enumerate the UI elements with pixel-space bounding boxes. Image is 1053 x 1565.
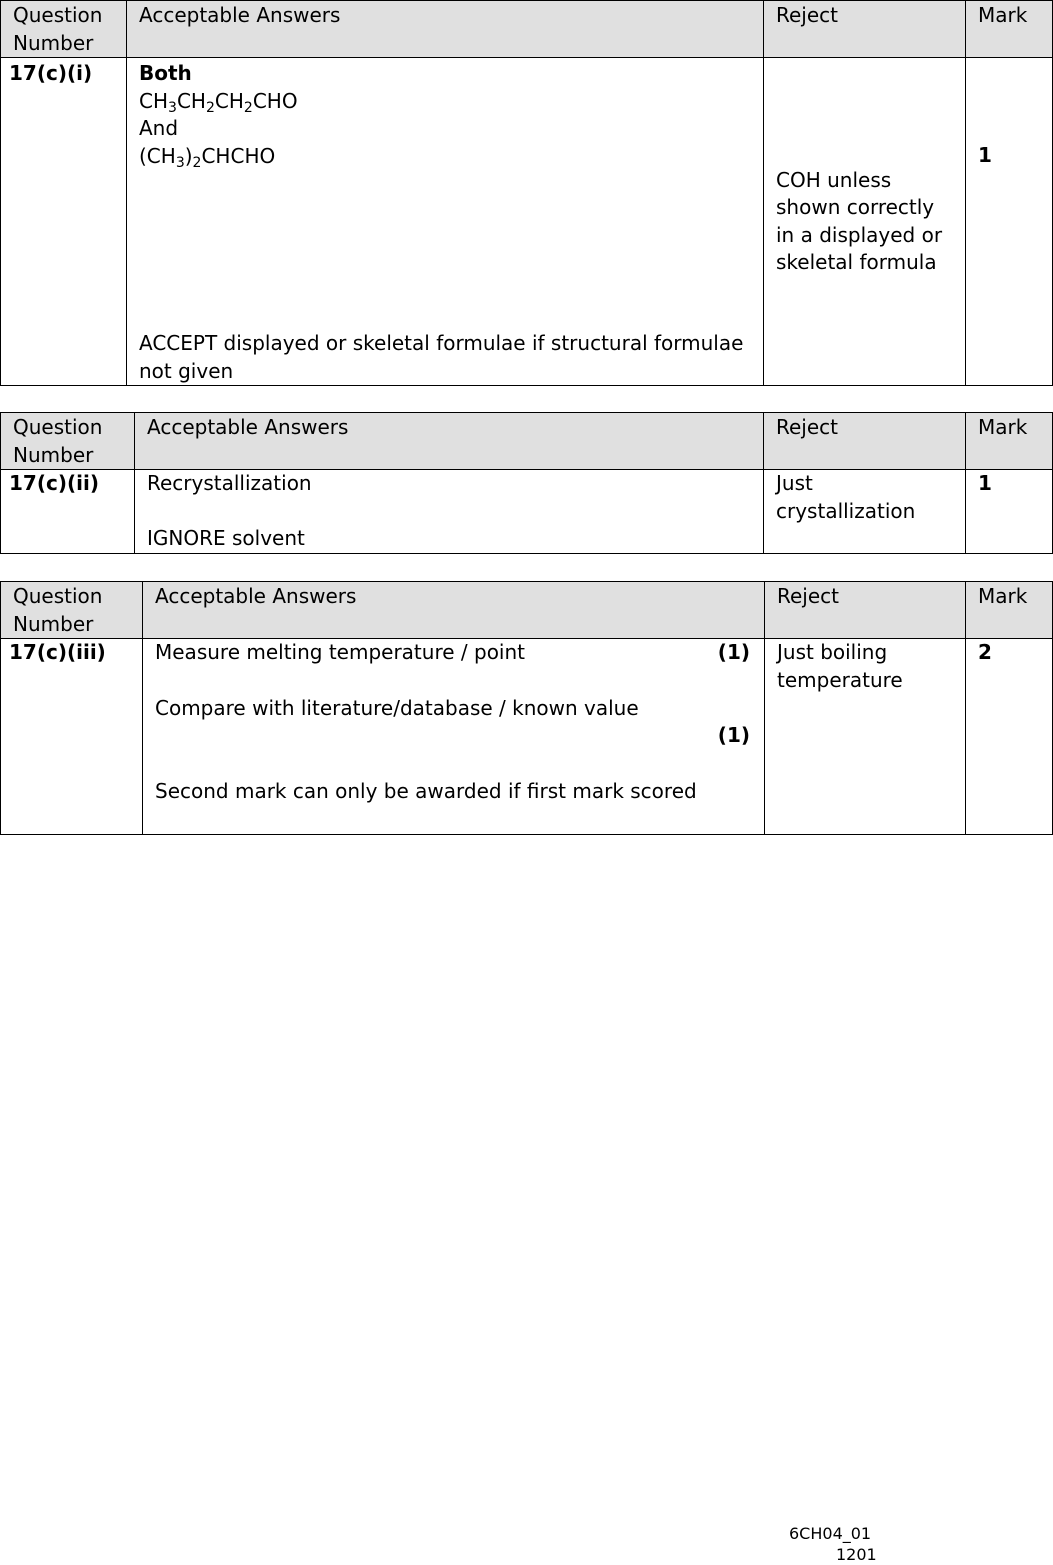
answer-note: Second mark can only be awarded if first mark scored	[155, 778, 697, 803]
answer-point-2-mark: (1)	[717, 723, 750, 747]
header-question-number: Question Number	[1, 1, 127, 58]
answer-both: Both	[139, 61, 192, 85]
question-number: 17(c)(iii)	[1, 639, 143, 835]
table-row	[1, 470, 1053, 554]
reject-text: Just boiling temperature	[765, 639, 966, 835]
header-question-number: Question Number	[1, 582, 143, 639]
footer-page-number: 1201	[836, 1545, 877, 1564]
answer-point-1-mark: (1)	[717, 640, 750, 664]
question-number: 17(c)(ii)	[1, 470, 135, 554]
answer-and: And	[139, 116, 179, 140]
header-mark: Mark	[966, 413, 1053, 470]
answer-formula-2: $(CH_3)_2CHCHO$	[139, 143, 276, 171]
table-row	[1, 639, 1053, 835]
header-acceptable-answers: Acceptable Answers	[143, 582, 765, 639]
mark-scheme-table-17cii	[0, 412, 1053, 554]
header-row	[1, 1, 1053, 58]
mark-scheme-table-17ci	[0, 0, 1053, 386]
question-number: 17(c)(i)	[1, 58, 127, 386]
answer-point-1: Measure melting temperature / point	[155, 640, 525, 664]
reject-text: COH unless shown correctly in a displayed or skeletal formula	[764, 58, 966, 386]
mark-value: 1	[966, 58, 1053, 386]
header-mark: Mark	[966, 582, 1053, 639]
header-row	[1, 582, 1053, 639]
header-row	[1, 413, 1053, 470]
table-row	[1, 58, 1053, 386]
mark-value: 2	[966, 639, 1053, 835]
answer-recrystallization: Recrystallization	[147, 471, 312, 495]
answer-point-2: Compare with literature/database / known value	[155, 695, 639, 720]
header-question-number: Question Number	[1, 413, 135, 470]
header-mark: Mark	[966, 1, 1053, 58]
mark-value: 1	[966, 470, 1053, 554]
footer-paper-code: 6CH04_01	[789, 1524, 872, 1543]
header-reject: Reject	[765, 582, 966, 639]
mark-scheme-table-17ciii	[0, 581, 1053, 835]
header-reject: Reject	[764, 1, 966, 58]
answer-ignore-note: IGNORE solvent	[147, 525, 305, 550]
header-acceptable-answers: Acceptable Answers	[127, 1, 764, 58]
answer-accept-note: ACCEPT displayed or skeletal formulae if structural formulae not given	[139, 331, 744, 383]
header-acceptable-answers: Acceptable Answers	[135, 413, 764, 470]
header-reject: Reject	[764, 413, 966, 470]
answer-formula-1: $CH_3CH_2CH_2CHO$	[139, 88, 298, 116]
reject-text: Just crystallization	[764, 470, 966, 554]
